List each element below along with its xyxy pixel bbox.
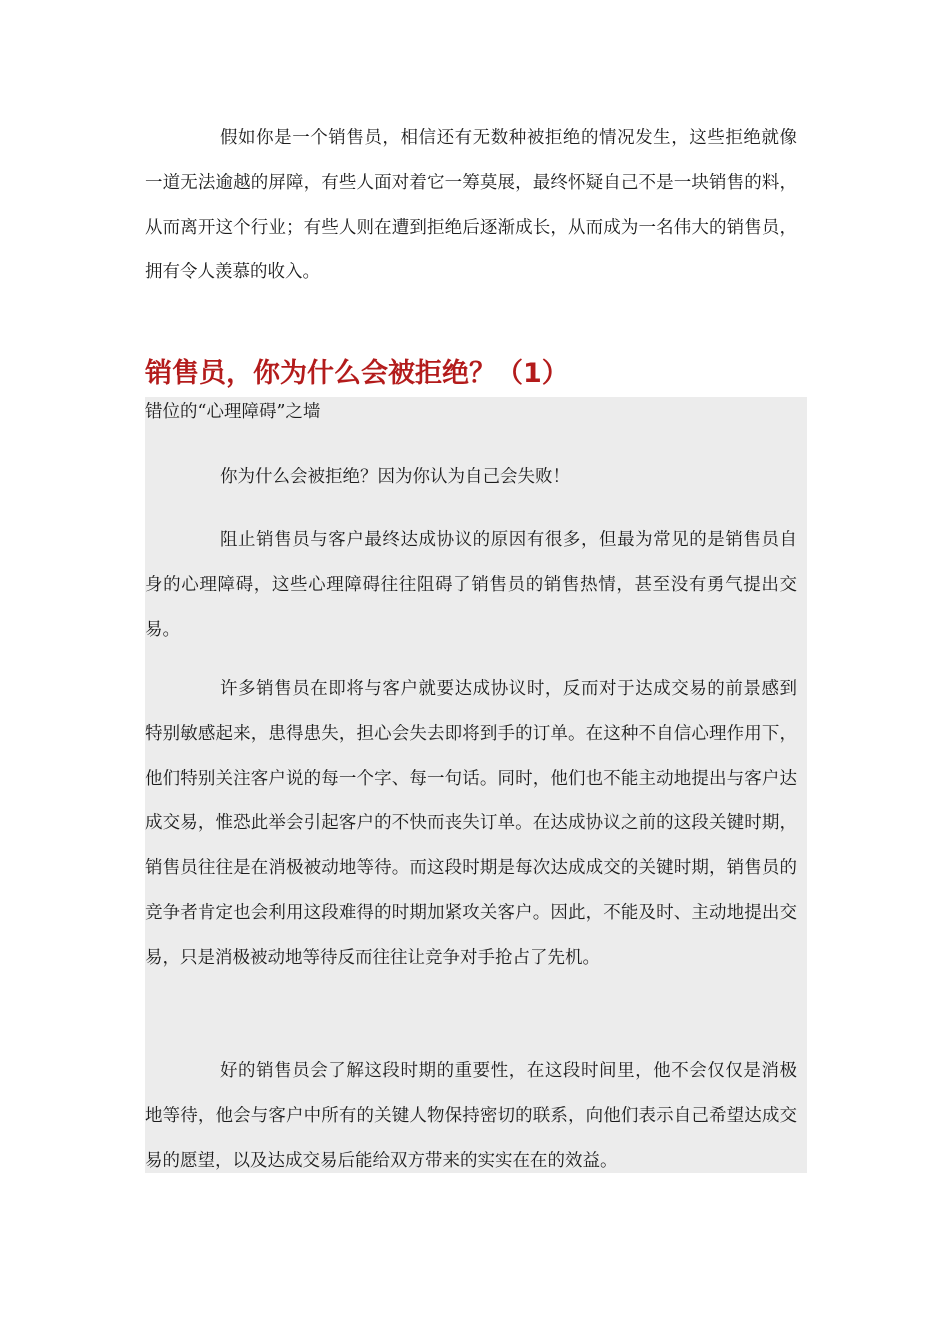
body-paragraph: 你为什么会被拒绝？因为你认为自己会失败！ (220, 467, 570, 487)
body-paragraph: 许多销售员在即将与客户就要达成协议时，反而对于达成交易的前景感到特别敏感起来，患得患失，担心会失去即将到手的订单。在这种不自信心理作用下，他们特别关注客户说的每一个字、每一句话。同时，他们也不能主动地提出与客户达成交易，惟恐此举会引起客户的不快而丧失订单。在达成协议之前的这段关键时期，销售员往往是在消极被动地等待。而这段时期是每次达成成交的关键时期，销售员的竞争者肯定也会利用这段难得的时期加紧攻关客户。因此，不能及时、主动地提出交易，只是消极被动地等待反而往往让竞争对手抢占了先机。 (145, 679, 797, 968)
body-paragraph: 好的销售员会了解这段时期的重要性，在这段时间里，他不会仅仅是消极地等待，他会与客户中所有的关键人物保持密切的联系，向他们表示自己希望达成交易的愿望，以及达成交易后能给双方带来的实实在在的效益。 (145, 1061, 797, 1171)
body-paragraph: 阻止销售员与客户最终达成协议的原因有很多，但最为常见的是销售员自身的心理障碍，这些心理障碍往往阻碍了销售员的销售热情，甚至没有勇气提出交易。 (145, 530, 797, 640)
section-subtitle: 错位的“心理障碍”之墙 (145, 402, 321, 422)
section-heading: 销售员，你为什么会被拒绝？（1） (145, 358, 569, 389)
intro-paragraph: 假如你是一个销售员，相信还有无数种被拒绝的情况发生，这些拒绝就像一道无法逾越的屏障，有些人面对着它一筹莫展，最终怀疑自己不是一块销售的料，从而离开这个行业；有些人则在遭到拒绝后逐渐成长，从而成为一名伟大的销售员，拥有令人羡慕的收入。 (145, 128, 797, 283)
